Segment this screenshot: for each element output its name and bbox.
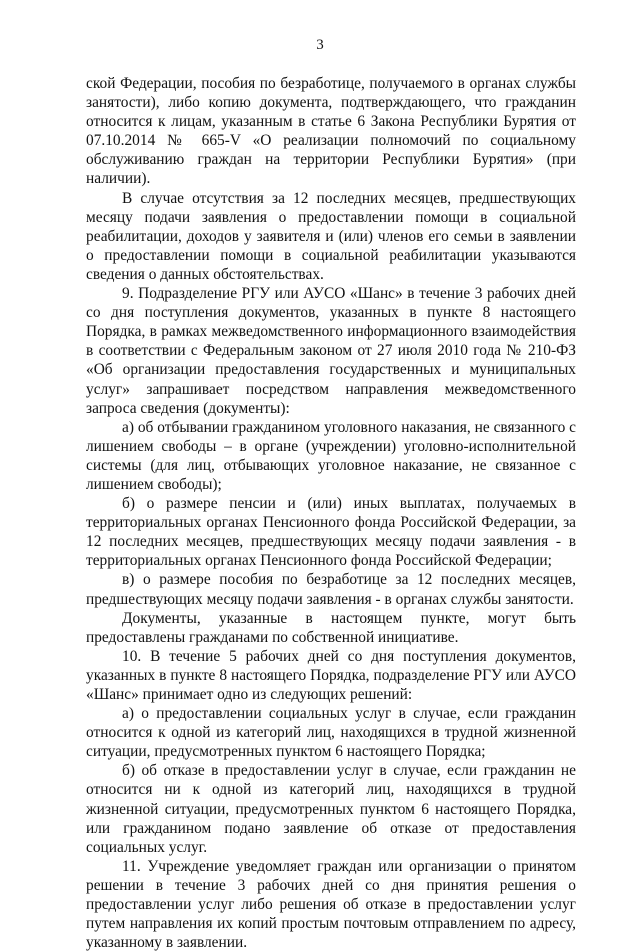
page-number: 3	[316, 37, 324, 53]
paragraph-item-10-a: а) о предоставлении социальных услуг в случае, если гражданин относится к одной из категорий лиц, находящихся в трудной жизненной ситуации, предусмотренных пунктом 6 настоящего Порядка;	[86, 705, 576, 761]
paragraph-item-10: 10. В течение 5 рабочих дней со дня поступления документов, указанных в пункте 8 настоящего Порядка, подразделение РГУ или АУСО «Шанс» принимает одно из следующих решений:	[86, 647, 576, 703]
paragraph-item-11: 11. Учреждение уведомляет граждан или организации о принятом решении в течение 3 рабочих дней со дня принятия решения о предоставлении услуг либо решения об отказе в предоставлении услуг путем направления их копий простым почтовым отправлением по адресу, указанному в заявлении.	[86, 857, 576, 952]
paragraph-item-9: 9. Подразделение РГУ или АУСО «Шанс» в течение 3 рабочих дней со дня поступления документов, указанных в пункте 8 настоящего Порядка, в рамках межведомственного информационного взаимодействия в соответствии с Федеральным законом от 27 июля 2010 года № 210-ФЗ «Об организации предоставления государственных и муниципальных услуг» запрашивает посредством направления межведомственного запроса сведения (документы):	[86, 285, 576, 417]
paragraph-item-9-a: а) об отбывании гражданином уголовного наказания, не связанного с лишением свободы – в органе (учреждении) уголовно-исполнительной системы (для лиц, отбывающих уголовное наказание, не связанное с лишением свободы);	[86, 418, 576, 493]
document-body	[86, 74, 576, 952]
paragraph-absence-of-income: В случае отсутствия за 12 последних месяцев, предшествующих месяцу подачи заявления о предоставлении помощи в социальной реабилитации, доходов у заявителя и (или) членов его семьи в заявлении о предоставлении помощи в социальной реабилитации указываются сведения о данных обстоятельствах.	[86, 189, 576, 283]
paragraph-item-10-b: б) об отказе в предоставлении услуг в случае, если гражданин не относится ни к одной из категорий лиц, находящихся в трудной жизненной ситуации, предусмотренных пунктом 6 настоящего Порядка, или гражданином подано заявление об отказе от предоставления социальных услуг.	[86, 762, 576, 856]
paragraph-item-9-v: в) о размере пособия по безработице за 12 последних месяцев, предшествующих месяцу подачи заявления - в органах службы занятости.	[86, 571, 576, 608]
paragraph-item-9-b: б) о размере пенсии и (или) иных выплатах, получаемых в территориальных органах Пенсионного фонда Российской Федерации, за 12 последних месяцев, предшествующих месяцу подачи заявления - в территориальных органах Пенсионного фонда Российской Федерации;	[86, 495, 576, 570]
paragraph-own-initiative: Документы, указанные в настоящем пункте, могут быть предоставлены гражданами по собственной инициативе.	[86, 609, 576, 646]
paragraph-continuation: ской Федерации, пособия по безработице, получаемого в органах службы занятости), либо копию документа, подтверждающего, что гражданин относится к лицам, указанным в статье 6 Закона Республики Бурятия от 07.10.2014 № 665-V «О реализации полномочий по социальному обслуживанию граждан на территории Республики Бурятия» (при наличии).	[86, 75, 576, 188]
